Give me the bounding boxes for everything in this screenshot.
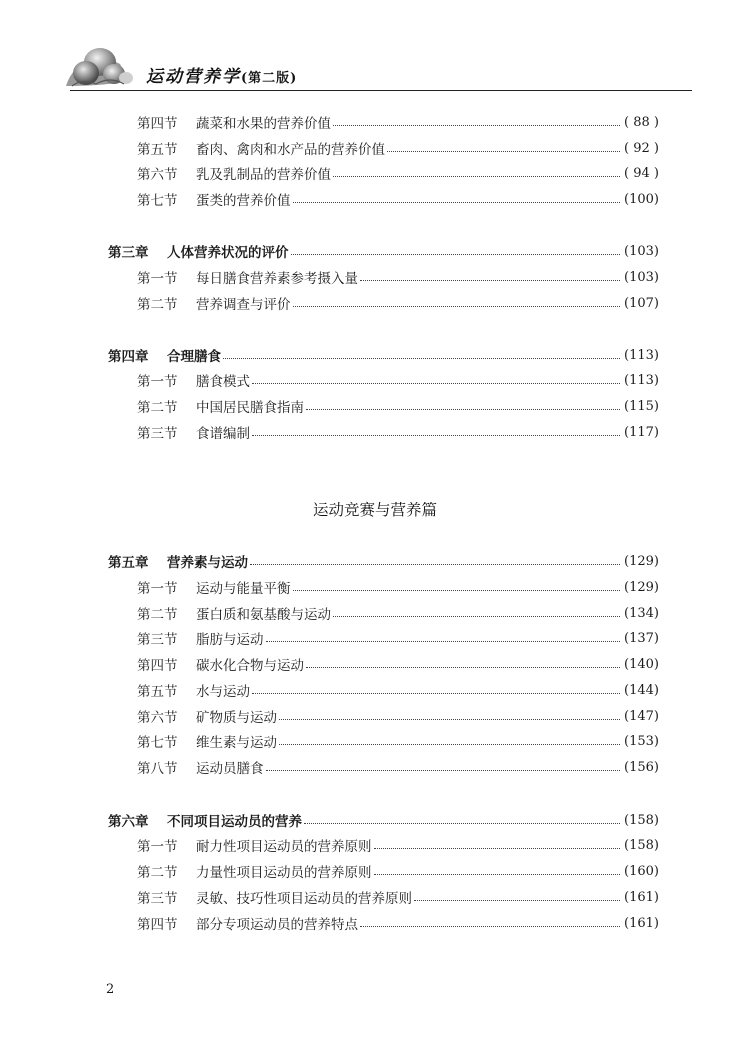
toc-section-row[interactable] [0, 162, 750, 184]
section-title: 中国居民膳食指南 [196, 400, 304, 416]
dot-leader [291, 254, 621, 255]
dot-leader [304, 823, 620, 824]
section-title: 每日膳食营养素参考摄入量 [196, 271, 358, 287]
dot-leader [293, 590, 621, 591]
chapter-number: 第六章 [108, 814, 149, 830]
page-reference: (158) [624, 837, 659, 853]
page-reference: ( 92 ) [624, 140, 659, 156]
dot-leader [252, 693, 620, 694]
section-title: 部分专项运动员的营养特点 [196, 917, 358, 933]
toc-section-row[interactable] [0, 292, 750, 314]
toc-section-row[interactable] [0, 111, 750, 133]
section-number: 第六节 [137, 167, 178, 183]
header-rule [70, 90, 692, 91]
section-number: 第八节 [137, 761, 178, 777]
toc-section-row[interactable] [0, 188, 750, 210]
book-edition: (第二版) [241, 71, 298, 86]
section-number: 第三节 [137, 632, 178, 648]
toc-section-row[interactable] [0, 756, 750, 778]
page-reference: (161) [624, 915, 659, 931]
section-number: 第七节 [137, 735, 178, 751]
page-reference: (134) [624, 605, 659, 621]
toc-section-row[interactable] [0, 653, 750, 675]
page-reference: (100) [624, 191, 659, 207]
section-number: 第一节 [137, 839, 178, 855]
chapter-number: 第五章 [108, 555, 149, 571]
section-number: 第二节 [137, 400, 178, 416]
section-number: 第六节 [137, 710, 178, 726]
section-number: 第四节 [137, 658, 178, 674]
section-number: 第七节 [137, 193, 178, 209]
page-reference: (158) [624, 812, 659, 828]
page-reference: (129) [624, 553, 659, 569]
chapter-number: 第四章 [108, 349, 149, 365]
toc-section-row[interactable] [0, 137, 750, 159]
toc-chapter-row[interactable] [0, 240, 750, 262]
dot-leader [414, 900, 620, 901]
chapter-title: 合理膳食 [167, 349, 221, 365]
dot-leader [266, 641, 621, 642]
fruit-decoration-icon [62, 40, 142, 92]
page-reference: (144) [624, 682, 659, 698]
toc-section-row[interactable] [0, 705, 750, 727]
dot-leader [293, 306, 621, 307]
dot-leader [333, 176, 620, 177]
page-reference: (117) [624, 424, 659, 440]
page-reference: (115) [624, 398, 659, 414]
dot-leader [293, 202, 621, 203]
section-title: 膳食模式 [196, 374, 250, 390]
dot-leader [252, 383, 620, 384]
page-reference: (113) [624, 372, 659, 388]
dot-leader [279, 719, 620, 720]
toc-section-row[interactable] [0, 421, 750, 443]
page-reference: (113) [624, 347, 659, 363]
toc-section-row[interactable] [0, 886, 750, 908]
dot-leader [250, 564, 620, 565]
toc-section-row[interactable] [0, 627, 750, 649]
page-reference: (153) [624, 733, 659, 749]
section-title: 运动员膳食 [196, 761, 264, 777]
dot-leader [279, 744, 620, 745]
dot-leader [266, 770, 621, 771]
toc-chapter-row[interactable] [0, 550, 750, 572]
section-title: 耐力性项目运动员的营养原则 [196, 839, 372, 855]
page-reference: (156) [624, 759, 659, 775]
section-title: 蛋白质和氨基酸与运动 [196, 607, 331, 623]
section-title: 力量性项目运动员的营养原则 [196, 865, 372, 881]
section-title: 蛋类的营养价值 [196, 193, 291, 209]
page-reference: (103) [624, 269, 659, 285]
section-title: 运动与能量平衡 [196, 581, 291, 597]
section-number: 第一节 [137, 581, 178, 597]
toc-section-row[interactable] [0, 679, 750, 701]
dot-leader [374, 874, 621, 875]
section-title: 水与运动 [196, 684, 250, 700]
section-title: 维生素与运动 [196, 735, 277, 751]
section-number: 第三节 [137, 426, 178, 442]
chapter-title: 人体营养状况的评价 [167, 245, 289, 261]
page-reference: (147) [624, 708, 659, 724]
page-reference: (137) [624, 630, 659, 646]
section-number: 第一节 [137, 374, 178, 390]
toc-chapter-row[interactable] [0, 809, 750, 831]
section-title: 碳水化合物与运动 [196, 658, 304, 674]
chapter-number: 第三章 [108, 245, 149, 261]
chapter-title: 不同项目运动员的营养 [167, 814, 302, 830]
section-number: 第四节 [137, 116, 178, 132]
dot-leader [306, 667, 620, 668]
toc-section-row[interactable] [0, 834, 750, 856]
section-title: 食谱编制 [196, 426, 250, 442]
toc-section-row[interactable] [0, 266, 750, 288]
page-number: 2 [106, 982, 115, 997]
section-title: 蔬菜和水果的营养价值 [196, 116, 331, 132]
page-reference: (140) [624, 656, 659, 672]
page-reference: (107) [624, 295, 659, 311]
section-title: 矿物质与运动 [196, 710, 277, 726]
dot-leader [360, 926, 620, 927]
toc-section-row[interactable] [0, 912, 750, 934]
section-number: 第二节 [137, 607, 178, 623]
section-title: 畜肉、禽肉和水产品的营养价值 [196, 142, 385, 158]
book-title-text: 运动营养学 [146, 67, 241, 87]
toc-section-row[interactable] [0, 602, 750, 624]
toc-section-row[interactable] [0, 369, 750, 391]
toc-section-row[interactable] [0, 395, 750, 417]
page-reference: (160) [624, 863, 659, 879]
section-number: 第四节 [137, 917, 178, 933]
toc-section-row[interactable] [0, 860, 750, 882]
section-number: 第二节 [137, 297, 178, 313]
page-reference: ( 88 ) [624, 114, 659, 130]
dot-leader [306, 409, 620, 410]
dot-leader [252, 435, 620, 436]
book-title [146, 62, 297, 87]
page-reference: (129) [624, 579, 659, 595]
section-title: 营养调查与评价 [196, 297, 291, 313]
page-reference: (161) [624, 889, 659, 905]
page-reference: ( 94 ) [624, 165, 659, 181]
page-reference: (103) [624, 243, 659, 259]
section-title: 灵敏、技巧性项目运动员的营养原则 [196, 891, 412, 907]
dot-leader [223, 358, 620, 359]
section-number: 第五节 [137, 142, 178, 158]
dot-leader [387, 151, 620, 152]
chapter-title: 营养素与运动 [167, 555, 248, 571]
toc-section-row[interactable] [0, 576, 750, 598]
dot-leader [333, 125, 620, 126]
section-number: 第三节 [137, 891, 178, 907]
section-number: 第二节 [137, 865, 178, 881]
toc-section-row[interactable] [0, 730, 750, 752]
part-heading: 运动竞赛与营养篇 [312, 501, 437, 519]
section-title: 乳及乳制品的营养价值 [196, 167, 331, 183]
dot-leader [360, 280, 620, 281]
toc-chapter-row[interactable] [0, 344, 750, 366]
section-number: 第五节 [137, 684, 178, 700]
dot-leader [374, 848, 621, 849]
section-title: 脂肪与运动 [196, 632, 264, 648]
section-number: 第一节 [137, 271, 178, 287]
dot-leader [333, 616, 620, 617]
